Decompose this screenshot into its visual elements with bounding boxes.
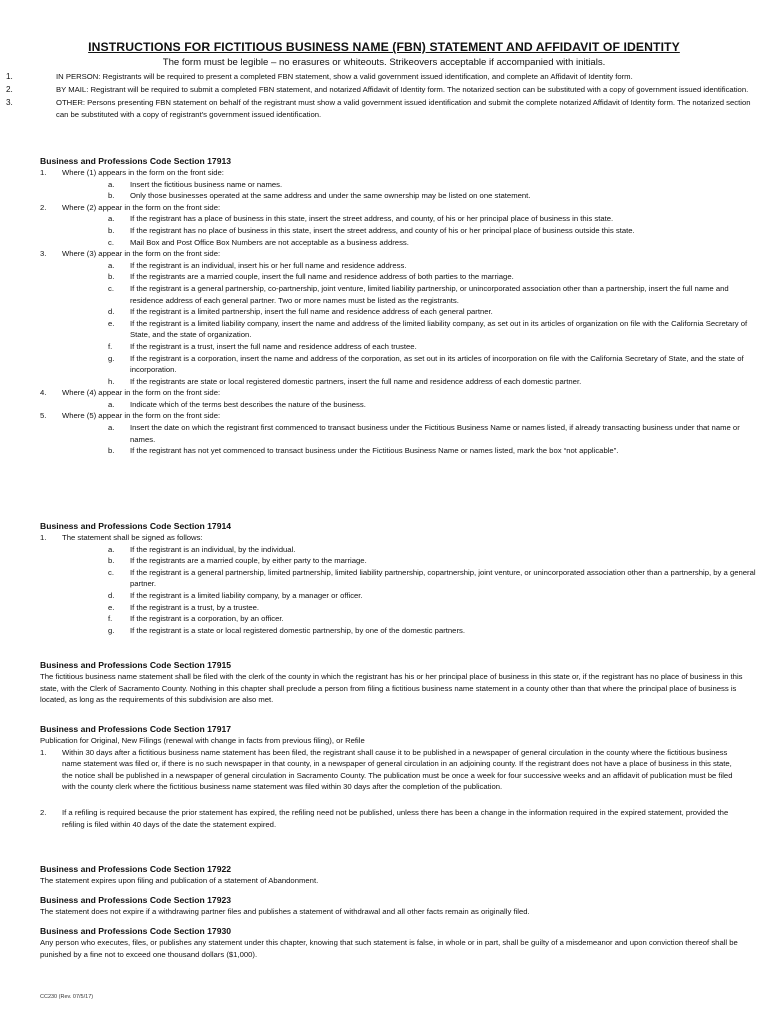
sub-list-item <box>0 422 756 445</box>
item-text: OTHER: Persons presenting FBN statement on behalf of the registrant must show a valid government issued identification and submit the complete notarized Affidavit of Identity form. The notarized section can be substituted with a copy of registrant's government issued identification. <box>56 98 751 119</box>
sub-list-item <box>0 567 756 590</box>
item-text: Insert the fictitious business name or names. <box>130 179 283 189</box>
section-17922 <box>0 863 756 887</box>
item-letter: c. <box>108 567 114 577</box>
item-text: If the registrants are state or local registered domestic partners, insert the full name and residence address of each domestic partner. <box>130 376 582 386</box>
item-text: If the registrant is a general partnership, co-partnership, joint venture, limited liability partnership, or unincorporated association other than a partnership, insert the full name and residence address of each general partner. Two or more names must be listed as the registrants. <box>130 283 729 305</box>
section-17930 <box>0 925 756 960</box>
sub-list-item <box>0 271 756 283</box>
section-paragraph: The statement does not expire if a withdrawing partner files and publishes a statement of withdrawal and all other facts remain as originally filed. <box>40 907 530 916</box>
item-letter: b. <box>108 556 115 566</box>
item-letter: b. <box>108 225 115 235</box>
item-text: Where (1) appears in the form on the front side: <box>62 168 224 177</box>
sub-list-item <box>0 283 756 306</box>
section-heading: Business and Professions Code Section 17914 <box>40 521 232 531</box>
item-letter: g. <box>108 353 115 363</box>
item-number: 1. <box>40 747 47 757</box>
item-letter: g. <box>108 625 115 635</box>
list-item <box>0 167 756 179</box>
item-text: If a refiling is required because the prior statement has expired, the refiling need not be published, unless there has been a change in the information required in the expired statement, provided the refiling is filed within 40 days of the date the statement expired. <box>62 807 729 829</box>
item-text: If the registrant is a trust, by a trustee. <box>130 602 260 612</box>
item-text: If the registrants are a married couple, insert the full name and residence address of both parties to the marriage. <box>130 272 514 282</box>
item-text: If the registrant is a trust, insert the full name and residence address of each trustee. <box>130 341 417 351</box>
item-letter: a. <box>108 260 115 270</box>
section-17923 <box>0 894 756 918</box>
item-letter: d. <box>108 307 115 317</box>
submission-method-item <box>6 84 758 96</box>
sub-list-item <box>0 179 756 191</box>
item-text: BY MAIL: Registrant will be required to submit a completed FBN statement, and notarized Affidavit of Identity form. The notarized section can be substituted with a copy of government issued identification. <box>56 85 749 95</box>
item-number: 1. <box>6 72 13 81</box>
section-heading: Business and Professions Code Section 17922 <box>40 864 232 874</box>
sub-list-item <box>0 306 756 318</box>
sub-list-item <box>0 260 756 272</box>
item-text: Where (3) appear in the form on the front side: <box>62 249 221 259</box>
sub-list-item <box>0 625 756 637</box>
item-text: Where (2) appear in the form on the front side: <box>62 202 221 212</box>
item-number: 2. <box>40 202 47 212</box>
section-heading: Business and Professions Code Section 17930 <box>40 926 232 936</box>
sub-list-item <box>0 318 756 341</box>
list-item <box>0 807 756 830</box>
form-revision-code: CC230 (Rev. 07/5/17) <box>40 994 94 1000</box>
sub-list-item <box>0 602 756 614</box>
sub-list-item <box>0 544 756 556</box>
item-letter: a. <box>108 179 115 189</box>
sub-list-item <box>0 590 756 602</box>
item-letter: a. <box>108 399 115 409</box>
item-number: 4. <box>40 388 47 398</box>
item-number: 3. <box>40 249 47 259</box>
submission-method-item <box>6 71 758 83</box>
item-letter: b. <box>108 446 115 456</box>
item-text: If the registrant is a limited liability company, by a manager or officer. <box>130 590 363 600</box>
document-subtitle: The form must be legible – no erasures or whiteouts. Strikeovers acceptable if accompanied with initials. <box>162 57 606 68</box>
section-paragraph: Any person who executes, files, or publishes any statement under this chapter, knowing that such statement is false, in whole or in part, shall be guilty of a misdemeanor and upon conviction thereof shall be punished by a fine not to exceed one thousand dollars ($1,000). <box>40 938 738 959</box>
document-title: INSTRUCTIONS FOR FICTITIOUS BUSINESS NAME (FBN) STATEMENT AND AFFIDAVIT OF IDENTITY <box>88 40 680 54</box>
item-number: 2. <box>6 85 13 95</box>
item-text: Insert the date on which the registrant first commenced to transact business under the Fictitious Business Name or names listed, if already transacting business under that name or names. <box>130 423 740 444</box>
item-text: Only those businesses operated at the same address and under the same ownership may be listed on one statement. <box>130 191 531 201</box>
item-text: If the registrant has not yet commenced to transact business under the Fictitious Business Name or names listed, mark the box “not applicable”. <box>130 446 619 456</box>
item-number: 2. <box>40 807 47 817</box>
item-letter: h. <box>108 376 115 386</box>
section-17914 <box>0 520 756 636</box>
list-item <box>0 387 756 399</box>
item-text: Within 30 days after a fictitious business name statement has been filed, the registrant shall cause it to be published in a newspaper of general circulation in the county where the fictitious business name statement was filed or, if there is no such newspaper in that county, in a newspaper of general circulation in an adjoining county. If the registrant does not have a place of business in this state, the notice shall be published in a newspaper of general circulation in Sacramento County. The publication must be once a week for four successive weeks and an affidavit of publication must be filed with the county clerk where the fictitious business name statement was filed within 30 days after the completion of the publication. <box>62 747 733 792</box>
item-text: If the registrant has a place of business in this state, insert the street address, and county, of his or her principal place of business in this state. <box>130 214 614 224</box>
item-text: Where (5) appear in the form on the front side: <box>62 411 221 421</box>
item-text: If the registrant is a limited partnership, insert the full name and residence address of each general partner. <box>130 307 493 317</box>
section-paragraph: The fictitious business name statement shall be filed with the clerk of the county in which the registrant has his or her principal place of business in this state or, if the registrant has no place of business in this state, with the Clerk of Sacramento County. Nothing in this chapter shall preclude a person from filing a fictitious business name statement in a county other than that where the principal place of business is located, as long as the requirements of this subdivision are also met. <box>40 672 743 705</box>
item-letter: e. <box>108 318 115 328</box>
section-heading: Business and Professions Code Section 17917 <box>40 724 232 734</box>
section-17917 <box>0 723 756 830</box>
section-heading: Business and Professions Code Section 17913 <box>40 156 232 166</box>
item-text: If the registrant is a corporation, insert the name and address of the corporation, as set out in its articles of incorporation on file with the California Secretary of State, and the state of incorporation. <box>130 353 744 375</box>
item-text: If the registrant is a general partnership, limited partnership, limited liability partnership, copartnership, joint venture, or unincorporated association other than a partnership, by a general partner. <box>130 567 756 589</box>
item-text: If the registrant is a limited liability company, insert the name and address of the limited liability company, as set out in its articles of organization on file with the California Secretary of State, and the state of organization. <box>130 318 748 340</box>
item-letter: f. <box>108 341 113 351</box>
sub-list-item <box>0 341 756 353</box>
list-item <box>0 202 756 214</box>
item-letter: b. <box>108 272 115 282</box>
item-letter: a. <box>108 214 115 224</box>
list-item <box>0 248 756 260</box>
item-number: 1. <box>40 168 47 177</box>
list-item <box>0 410 756 422</box>
section-heading: Business and Professions Code Section 17923 <box>40 895 232 905</box>
item-letter: d. <box>108 590 115 600</box>
section-17915 <box>0 659 756 706</box>
item-letter: a. <box>108 544 115 554</box>
item-text: Where (4) appear in the form on the front side: <box>62 388 221 398</box>
item-text: If the registrant has no place of business in this state, insert the street address, and county of his or her principal place of business outside this state. <box>130 225 635 235</box>
submission-method-item <box>6 97 758 120</box>
section-heading: Business and Professions Code Section 17915 <box>40 660 232 670</box>
item-letter: e. <box>108 602 115 612</box>
sub-list-item <box>0 376 756 388</box>
sub-list-item <box>0 445 756 457</box>
sub-list-item <box>0 237 756 249</box>
item-text: If the registrants are a married couple, by either party to the marriage. <box>130 556 367 566</box>
sub-list-item <box>0 613 756 625</box>
item-number: 1. <box>40 533 47 542</box>
item-number: 3. <box>6 98 13 108</box>
item-text: Mail Box and Post Office Box Numbers are not acceptable as a business address. <box>130 237 409 247</box>
sub-list-item <box>0 399 756 411</box>
section-subheading: Publication for Original, New Filings (renewal with change in facts from previous filing), or Refile <box>40 736 365 745</box>
item-text: IN PERSON: Registrants will be required to present a completed FBN statement, show a valid government issued identification, and complete an Affidavit of Identity form. <box>56 72 633 81</box>
item-text: Indicate which of the terms best describes the nature of the business. <box>130 399 366 409</box>
item-text: If the registrant is an individual, insert his or her full name and residence address. <box>130 260 407 270</box>
item-text: If the registrant is a corporation, by an officer. <box>130 614 284 624</box>
item-letter: a. <box>108 423 115 433</box>
item-letter: c. <box>108 237 114 247</box>
item-text: If the registrant is an individual, by the individual. <box>130 544 296 554</box>
sub-list-item <box>0 225 756 237</box>
sub-list-item <box>0 353 756 376</box>
item-letter: b. <box>108 191 115 201</box>
sub-list-item <box>0 213 756 225</box>
list-item <box>0 532 756 544</box>
item-text: The statement shall be signed as follows: <box>62 533 203 542</box>
sub-list-item <box>0 190 756 202</box>
item-text: If the registrant is a state or local registered domestic partnership, by one of the domestic partners. <box>130 625 465 635</box>
sub-list-item <box>0 555 756 567</box>
item-number: 5. <box>40 411 47 421</box>
list-item <box>0 747 756 793</box>
section-paragraph: The statement expires upon filing and publication of a statement of Abandonment. <box>40 876 319 885</box>
submission-methods-list <box>6 71 758 122</box>
item-letter: f. <box>108 614 113 624</box>
section-17913 <box>0 155 756 457</box>
item-letter: c. <box>108 283 114 293</box>
